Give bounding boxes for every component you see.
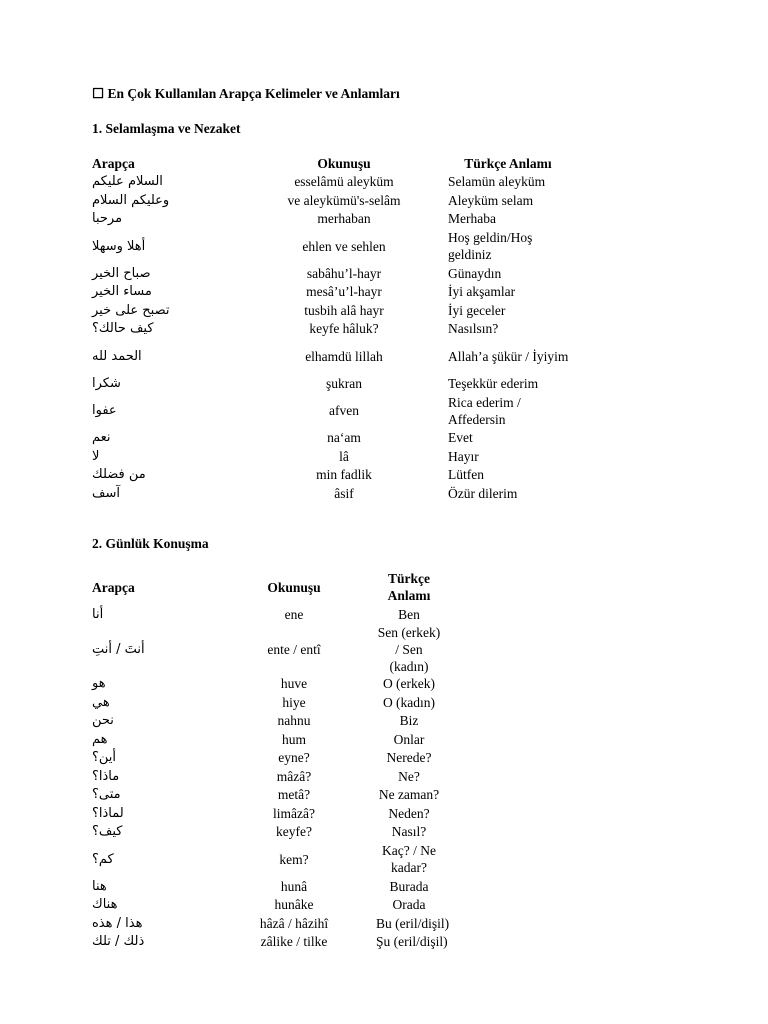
table-row [92, 804, 442, 823]
pronunciation-cell: zâlike / tilke [260, 934, 328, 950]
turkish-cell: İyi akşamlar [448, 284, 516, 300]
table-row [92, 693, 442, 712]
turkish-cell: Neden? [388, 805, 430, 821]
turkish-cell: Evet [448, 430, 473, 446]
arabic-cell: كيف؟ [92, 824, 123, 840]
table-row [92, 283, 572, 302]
turkish-cell: Teşekkür ederim [448, 375, 539, 391]
turkish-cell: Şu (eril/dişil) [376, 934, 448, 950]
greetings-table [92, 154, 572, 503]
arabic-cell: هناك [92, 897, 118, 913]
section-heading-greetings: 1. Selamlaşma ve Nezaket [92, 121, 241, 136]
turkish-cell: Nasılsın? [448, 321, 499, 337]
turkish-cell: İyi geceler [448, 302, 506, 318]
arabic-cell: من فضلك [92, 467, 146, 483]
turkish-cell: Onlar [393, 731, 425, 747]
daily-conversation-table [92, 569, 450, 951]
table-row [92, 228, 572, 264]
table-row [92, 786, 442, 805]
table-row [92, 896, 442, 915]
pronunciation-cell: esselâmü aleyküm [294, 174, 394, 190]
turkish-cell: Orada [392, 897, 426, 913]
arabic-cell: ذلك / تلك [92, 934, 145, 950]
pronunciation-cell: ene [284, 606, 304, 622]
turkish-cell: Nerede? [386, 750, 432, 766]
pronunciation-cell: âsif [334, 485, 354, 501]
arabic-cell: مرحبا [92, 211, 123, 227]
column-header-turkish: Türkçe Anlamı [387, 571, 431, 603]
pronunciation-cell: afven [329, 403, 359, 418]
pronunciation-cell: metâ? [277, 787, 311, 803]
table-row [92, 264, 572, 283]
pronunciation-cell: ve aleykümü's-selâm [287, 192, 401, 208]
turkish-cell: O (erkek) [382, 676, 436, 692]
pronunciation-cell: hunâ [280, 878, 308, 894]
pronunciation-cell: elhamdü lillah [305, 348, 383, 364]
turkish-cell: Özür dilerim [448, 485, 518, 501]
arabic-cell: مساء الخير [92, 284, 152, 300]
table-header-row [92, 569, 442, 605]
pronunciation-cell: eyne? [278, 750, 310, 766]
table-row [92, 429, 572, 448]
table-row [92, 712, 442, 731]
table-row [92, 730, 442, 749]
turkish-cell: Nasıl? [391, 824, 427, 840]
column-header-pronunciation: Okunuşu [267, 579, 321, 595]
table-row [92, 466, 572, 485]
pronunciation-cell: ente / entî [267, 641, 321, 657]
turkish-cell: Lütfen [448, 467, 484, 483]
page-title: ☐ En Çok Kullanılan Arapça Kelimeler ve Anlamları [92, 86, 400, 101]
arabic-cell: آسف [92, 485, 120, 501]
table-row [92, 605, 442, 624]
table-row [92, 841, 442, 877]
pronunciation-cell: sabâhu’l-hayr [306, 265, 382, 281]
turkish-cell: Kaç? / Ne kadar? [382, 843, 436, 875]
table-row [92, 675, 442, 694]
table-row [92, 338, 572, 374]
table-header-row [92, 154, 572, 173]
pronunciation-cell: huve [280, 676, 308, 692]
arabic-cell: هذا / هذه [92, 915, 143, 931]
table-row [92, 320, 572, 339]
arabic-cell: متى؟ [92, 787, 121, 803]
table-row [92, 393, 572, 429]
pronunciation-cell: ehlen ve sehlen [302, 238, 386, 254]
arabic-cell: أهلا وسهلا [92, 238, 146, 254]
section-heading-daily-conversation: 2. Günlük Konuşma [92, 536, 209, 551]
table-row [92, 624, 442, 675]
turkish-cell: Rica ederim / Affedersin [448, 394, 521, 427]
pronunciation-cell: şukran [326, 375, 362, 391]
pronunciation-cell: tusbih alâ hayr [304, 302, 384, 318]
turkish-cell: Günaydın [448, 265, 502, 281]
pronunciation-cell: kem? [279, 851, 309, 867]
table-row [92, 374, 572, 393]
table-row [92, 173, 572, 192]
table-row [92, 749, 442, 768]
table-row [92, 447, 572, 466]
arabic-cell: لماذا؟ [92, 805, 124, 821]
pronunciation-cell: hiye [282, 694, 306, 710]
arabic-cell: هنا [92, 878, 107, 894]
table-row [92, 210, 572, 229]
turkish-cell: Merhaba [448, 211, 496, 227]
pronunciation-cell: hum [281, 731, 306, 747]
turkish-cell: Burada [389, 878, 429, 894]
pronunciation-cell: na‘am [327, 430, 361, 446]
table-row [92, 191, 572, 210]
pronunciation-cell: nahnu [277, 713, 311, 729]
turkish-cell: Sen (erkek) / Sen (kadın) [377, 624, 441, 674]
turkish-cell: Ne? [398, 768, 420, 784]
table-row [92, 767, 442, 786]
turkish-cell: Aleyküm selam [448, 192, 534, 208]
column-header-pronunciation: Okunuşu [317, 155, 371, 171]
turkish-cell: Bu (eril/dişil) [376, 915, 450, 931]
turkish-cell: Selamün aleyküm [448, 174, 546, 190]
turkish-cell: Allah’a şükür / İyiyim [448, 348, 569, 364]
turkish-cell: Ben [398, 606, 420, 622]
arabic-cell: عفوا [92, 403, 117, 418]
turkish-cell: Biz [399, 713, 419, 729]
turkish-cell: Ne zaman? [378, 787, 440, 803]
table-row [92, 877, 442, 896]
arabic-cell: نعم [92, 430, 111, 446]
arabic-cell: كم؟ [92, 851, 114, 867]
table-row [92, 301, 572, 320]
arabic-cell: الحمد لله [92, 348, 142, 364]
table-row [92, 914, 442, 933]
arabic-cell: أين؟ [92, 750, 117, 766]
arabic-cell: هي [92, 694, 110, 710]
turkish-cell: Hayır [448, 448, 479, 464]
table-row [92, 933, 442, 952]
arabic-cell: السلام عليكم [92, 174, 163, 190]
table-row [92, 823, 442, 842]
pronunciation-cell: mesâ’u’l-hayr [306, 284, 382, 300]
arabic-cell: هم [92, 731, 108, 747]
arabic-cell: كيف حالك؟ [92, 321, 154, 337]
column-header-arabic: Arapça [92, 155, 135, 171]
pronunciation-cell: mâzâ? [276, 768, 312, 784]
column-header-turkish: Türkçe Anlamı [464, 155, 552, 171]
arabic-cell: وعليكم السلام [92, 192, 170, 208]
pronunciation-cell: limâzâ? [273, 805, 315, 821]
pronunciation-cell: keyfe hâluk? [309, 321, 379, 337]
arabic-cell: هو [92, 676, 106, 692]
arabic-cell: شكرا [92, 375, 121, 391]
pronunciation-cell: merhaban [317, 211, 371, 227]
column-header-arabic: Arapça [92, 579, 135, 595]
pronunciation-cell: hunâke [274, 897, 314, 913]
pronunciation-cell: keyfe? [276, 824, 312, 840]
arabic-cell: تصبح على خير [92, 302, 170, 318]
pronunciation-cell: hâzâ / hâzihî [259, 915, 329, 931]
turkish-cell: Hoş geldin/Hoş geldiniz [448, 230, 533, 262]
arabic-cell: صباح الخير [92, 265, 151, 281]
arabic-cell: لا [92, 448, 100, 464]
pronunciation-cell: min fadlik [316, 467, 372, 483]
arabic-cell: أنتَ / أنتِ [92, 641, 145, 657]
arabic-cell: نحن [92, 713, 114, 729]
table-row [92, 484, 572, 503]
pronunciation-cell: lâ [339, 448, 349, 464]
arabic-cell: أنا [92, 606, 104, 622]
arabic-cell: ماذا؟ [92, 768, 120, 784]
turkish-cell: O (kadın) [382, 694, 436, 710]
